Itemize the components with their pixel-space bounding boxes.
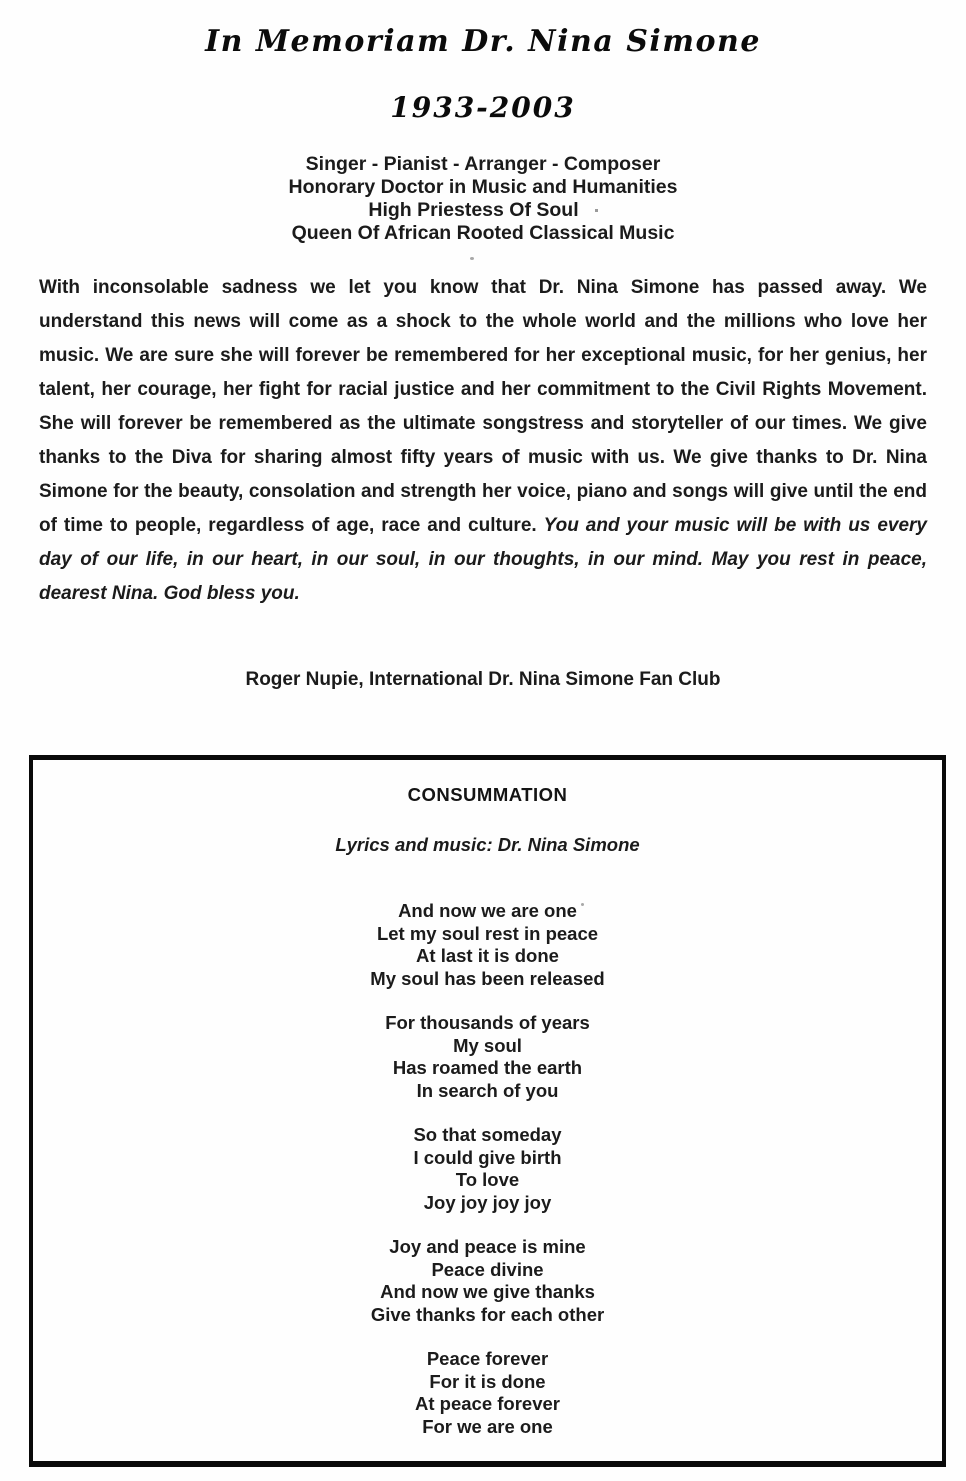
lyric-line: So that someday xyxy=(413,1124,562,1145)
page-title: In Memoriam Dr. Nina Simone xyxy=(205,24,761,59)
song-lyrics xyxy=(33,900,942,1438)
lyric-line: At peace forever xyxy=(415,1393,560,1414)
lyric-line: Joy and peace is mine xyxy=(389,1236,586,1257)
stanza-4 xyxy=(33,1236,942,1326)
lyric-line: For thousands of years xyxy=(385,1012,590,1033)
lyric-line: To love xyxy=(455,1169,520,1190)
scan-speckle xyxy=(581,903,584,906)
lyric-line: Give thanks for each other xyxy=(370,1303,605,1325)
announcement-paragraph xyxy=(39,271,927,611)
life-years: 1933-2003 xyxy=(390,91,576,124)
lyric-line: For we are one xyxy=(422,1415,553,1437)
song-title: CONSUMMATION xyxy=(407,784,568,805)
lyric-line: And now we give thanks xyxy=(380,1281,595,1302)
stanza-2 xyxy=(33,1012,942,1102)
lyric-line: My soul has been released xyxy=(370,967,605,989)
scan-speckle xyxy=(470,257,474,260)
lyric-line: Has roamed the earth xyxy=(392,1057,583,1078)
lyric-line: And now we are one xyxy=(398,900,577,921)
stanza-1 xyxy=(33,900,942,990)
signature-line: Roger Nupie, International Dr. Nina Simone Fan Club xyxy=(245,669,721,690)
honorific-line: Queen Of African Rooted Classical Music xyxy=(291,222,675,244)
lyric-line: Let my soul rest in peace xyxy=(376,922,599,944)
lyric-line: Peace divine xyxy=(431,1258,544,1280)
lyric-line: I could give birth xyxy=(413,1146,562,1168)
stanza-5 xyxy=(33,1348,942,1438)
honorific-titles xyxy=(0,153,966,245)
honorific-line: Honorary Doctor in Music and Humanities xyxy=(288,176,678,198)
lyric-line: My soul xyxy=(453,1034,522,1056)
lyric-line: For it is done xyxy=(429,1370,546,1392)
honorific-line: Singer - Pianist - Arranger - Composer xyxy=(305,153,661,175)
lyric-line: Peace forever xyxy=(426,1348,549,1369)
honorific-line: High Priestess Of Soul xyxy=(0,199,966,222)
song-lyrics-box xyxy=(29,755,946,1467)
lyric-line: In search of you xyxy=(416,1079,559,1101)
stanza-3 xyxy=(33,1124,942,1214)
announcement-body: With inconsolable sadness we let you know that Dr. Nina Simone has passed away. We understand this news will come as a shock to the whole world and the millions who love her music. We are sure she will forever be remembered for her exceptional music, for her genius, her talent, her courage, her fight for racial justice and her commitment to the Civil Rights Movement. She will forever be remembered as the ultimate songstress and storyteller of our times. We give thanks to the Diva for sharing almost fifty years of music with us. We give thanks to Dr. Nina Simone for the beauty, consolation and strength her voice, piano and songs will give until the end of time to people, regardless of age, race and culture. xyxy=(39,277,927,536)
announcement-tribute-italic: You and your music will be with us every day of our life, in our heart, in our soul, in our thoughts, in our mind. May you rest in peace, dearest Nina. God bless you. xyxy=(39,515,928,604)
song-credit: Lyrics and music: Dr. Nina Simone xyxy=(335,834,640,855)
lyric-line: Joy joy joy joy xyxy=(423,1191,552,1213)
lyric-line: At last it is done xyxy=(416,945,559,966)
